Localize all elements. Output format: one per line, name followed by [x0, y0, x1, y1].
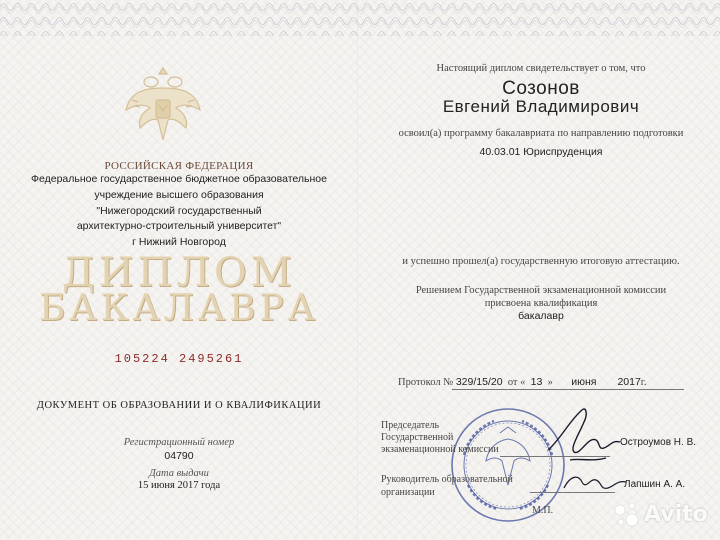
protocol-line [398, 376, 647, 388]
certifies-text: Настоящий диплом свидетельствует о том, что [436, 63, 646, 74]
institution-line-3: "Нижегородский государственный [96, 205, 262, 217]
graduate-surname: Созонов [502, 78, 580, 99]
institution-city: г Нижний Новгород [132, 236, 226, 248]
issue-date: 15 июня 2017 года [137, 480, 221, 491]
head-signature-line [530, 492, 615, 493]
protocol-year-suffix: г. [640, 377, 647, 388]
serial-number: 105224 2495261 [114, 352, 244, 366]
chair-title-line-3: экзаменационной комиссии [381, 444, 499, 455]
chair-title-line-1: Председатель [381, 420, 440, 431]
protocol-underline [452, 389, 684, 390]
protocol-number: 329/15/20 [455, 376, 503, 388]
guilloche-border [0, 0, 720, 40]
seal-mark: М.П. [532, 505, 554, 516]
registration-label: Регистрационный номер [123, 437, 235, 448]
decision-line-2: присвоена квалификация [484, 298, 598, 309]
qualification: бакалавр [518, 310, 564, 322]
protocol-day: 13 [530, 376, 543, 388]
protocol-month: июня [571, 376, 597, 388]
protocol-year: 2017 [617, 376, 641, 388]
diploma-subtitle: БАКАЛАВРА [38, 288, 320, 329]
protocol-close-quote: » [547, 377, 553, 388]
attestation-text: и успешно прошел(а) государственную итоговую аттестацию. [402, 256, 680, 267]
page-fold [357, 0, 359, 540]
head-title-line-1: Руководитель образовательной [381, 474, 513, 485]
head-name: Лапшин А. А. [624, 479, 686, 490]
institution-line-1: Федеральное государственное бюджетное образовательное [31, 173, 327, 185]
document-type: ДОКУМЕНТ ОБ ОБРАЗОВАНИИ И О КВАЛИФИКАЦИИ [36, 400, 322, 411]
registration-number: 04790 [164, 450, 194, 462]
program-text: освоил(а) программу бакалавриата по направлению подготовки [398, 128, 684, 139]
head-signature-icon [560, 468, 630, 498]
institution-line-2: учреждение высшего образования [94, 189, 264, 201]
protocol-label: Протокол № [398, 377, 454, 388]
chair-title-line-2: Государственной [381, 432, 454, 443]
chair-name: Остроумов Н. В. [620, 437, 697, 448]
protocol-open-quote: « [520, 377, 526, 388]
chair-signature-line [500, 456, 610, 457]
diploma-title: ДИПЛОМ [62, 250, 296, 296]
graduate-given-names: Евгений Владимирович [442, 97, 640, 116]
institution-line-4: архитектурно-строительный университет" [76, 220, 282, 232]
country-name: РОССИЙСКАЯ ФЕДЕРАЦИЯ [104, 160, 254, 172]
head-title-line-2: организации [381, 487, 435, 498]
coat-of-arms-icon [118, 60, 208, 150]
issue-date-label: Дата выдачи [149, 468, 209, 479]
decision-line-1: Решением Государственной экзаменационной комиссии [415, 285, 667, 296]
speciality: 40.03.01 Юриспруденция [479, 146, 603, 158]
protocol-from: от [507, 377, 518, 388]
avito-watermark: Avito [644, 502, 708, 527]
